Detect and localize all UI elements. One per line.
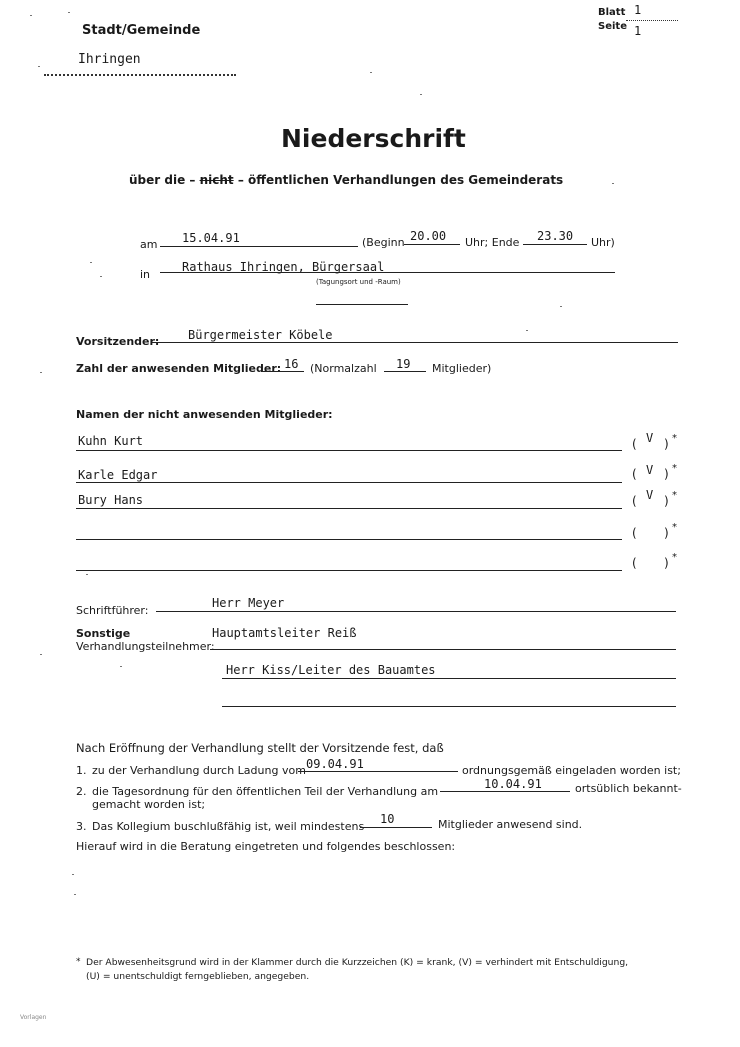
paren-open: (: [632, 437, 637, 451]
item1-num: 1.: [76, 764, 87, 777]
footnote-line-2: (U) = unentschuldigt ferngeblieben, angegeben.: [86, 971, 310, 982]
paren-open: (: [632, 526, 637, 540]
subtitle-post: – öffentlichen Verhandlungen des Gemeinderats: [237, 173, 564, 187]
footnote-star: *: [76, 957, 81, 967]
gemeinde-value: Ihringen: [78, 52, 141, 67]
schrift-line: [156, 611, 676, 612]
item1-end: ordnungsgemäß eingeladen worden ist;: [462, 764, 681, 777]
item3-num: 3.: [76, 820, 87, 833]
paren-open: (: [632, 467, 637, 481]
star: *: [672, 552, 677, 563]
schrift-value: Herr Meyer: [212, 596, 285, 610]
seite-value: 1: [634, 24, 642, 38]
page-title: Niederschrift: [281, 124, 466, 153]
paren-close: ): [664, 467, 669, 481]
item1-text: zu der Verhandlung durch Ladung vom: [92, 764, 306, 777]
sonstige-line-2: [222, 678, 676, 679]
uhr-ende-label: Uhr; Ende: [465, 236, 520, 249]
absent-label: [76, 408, 333, 421]
sonstige-line-1: [210, 649, 676, 650]
item3-text: Das Kollegium buschlußfähig ist, weil mindestens: [92, 820, 365, 833]
item3-value: 10: [380, 812, 395, 826]
beginn-line: [404, 244, 460, 245]
item2-date: 10.04.91: [484, 777, 542, 791]
anwesend-value: 16: [284, 357, 299, 371]
paren-open: (: [632, 494, 637, 508]
meeting-date: 15.04.91: [182, 231, 240, 245]
normal-label: (Normalzahl: [310, 362, 377, 375]
absent-line: [76, 539, 622, 540]
subtitle: [129, 173, 563, 187]
anwesend-label-text: Zahl der anwesenden Mitglieder:: [76, 362, 282, 375]
location: Rathaus Ihringen, Bürgersaal: [182, 260, 385, 274]
sonstige-value-1: Hauptamtsleiter Reiß: [212, 626, 357, 640]
location-line: [160, 272, 615, 273]
uhr-close: Uhr): [591, 236, 615, 249]
blatt-line: [626, 20, 678, 21]
gemeinde-label: Stadt/Gemeinde: [82, 23, 201, 38]
anwesend-line: [262, 371, 304, 372]
absent-label-text: Namen der nicht anwesenden Mitglieder:: [76, 408, 333, 421]
in-label: in: [140, 268, 151, 281]
vorsitz-value: Bürgermeister Köbele: [188, 328, 333, 342]
beginn-label: (Beginn: [362, 236, 405, 249]
absent-code: V: [646, 463, 654, 477]
anwesend-close: Mitglieder): [432, 362, 492, 375]
beginn-value: 20.00: [410, 229, 447, 243]
star: *: [672, 490, 677, 501]
ende-line: [523, 244, 587, 245]
star: *: [672, 463, 677, 474]
caption-line: [316, 304, 408, 305]
sonstige-label-1: Sonstige: [76, 627, 131, 640]
intro-text: Nach Eröffnung der Verhandlung stellt der Vorsitzende fest, daß: [76, 741, 444, 755]
item1-date: 09.04.91: [306, 757, 364, 771]
blatt-value: 1: [634, 3, 642, 17]
absent-line: [76, 482, 622, 483]
normal-value: 19: [396, 357, 411, 371]
absent-line: [76, 570, 622, 571]
location-caption: (Tagungsort und -Raum): [316, 278, 401, 286]
item2-end: ortsüblich bekannt-: [575, 782, 682, 795]
item2-line2: gemacht worden ist;: [92, 798, 206, 811]
item2-line: [440, 791, 570, 792]
star: *: [672, 433, 677, 444]
absent-code: V: [646, 431, 654, 445]
paren-close: ): [664, 556, 669, 570]
item3-line: [360, 827, 432, 828]
absent-name: Bury Hans: [78, 493, 144, 507]
paren-open: (: [632, 556, 637, 570]
paren-close: ): [664, 437, 669, 451]
paren-close: ): [664, 494, 669, 508]
subtitle-struck: nicht: [199, 173, 234, 187]
corner-text: Vorlagen: [20, 1014, 47, 1021]
item2-text: die Tagesordnung für den öffentlichen Teil der Verhandlung am: [92, 785, 439, 798]
normal-line: [384, 371, 426, 372]
absent-code: V: [646, 488, 654, 502]
star: *: [672, 522, 677, 533]
sonstige-label-2: Verhandlungsteilnehmer:: [76, 640, 215, 653]
item2-num: 2.: [76, 785, 87, 798]
absent-line: [76, 450, 622, 451]
date-line: [160, 246, 358, 247]
sonstige-value-2: Herr Kiss/Leiter des Bauamtes: [226, 663, 436, 677]
am-label: am: [140, 238, 158, 251]
footnote-line-1: Der Abwesenheitsgrund wird in der Klammer durch die Kurzzeichen (K) = krank, (V) = verhindert mit Entschuldigung,: [86, 957, 629, 968]
absent-name: Karle Edgar: [78, 468, 158, 482]
absent-name: Kuhn Kurt: [78, 434, 144, 448]
vorsitz-label: Vorsitzender:: [76, 335, 160, 348]
anwesend-label: [76, 362, 281, 375]
seite-label: Seite: [598, 21, 627, 32]
blatt-label: Blatt: [598, 7, 626, 18]
vorsitz-line: [152, 342, 678, 343]
schrift-label: Schriftführer:: [76, 604, 149, 617]
subtitle-pre: über die –: [129, 173, 196, 187]
sonstige-line-3: [222, 706, 676, 707]
ende-value: 23.30: [537, 229, 574, 243]
paren-close: ): [664, 526, 669, 540]
item3-end: Mitglieder anwesend sind.: [438, 818, 583, 831]
absent-line: [76, 508, 622, 509]
gemeinde-line: [44, 74, 236, 76]
closing-text: Hierauf wird in die Beratung eingetreten und folgendes beschlossen:: [76, 840, 456, 853]
item1-line: [298, 771, 458, 772]
